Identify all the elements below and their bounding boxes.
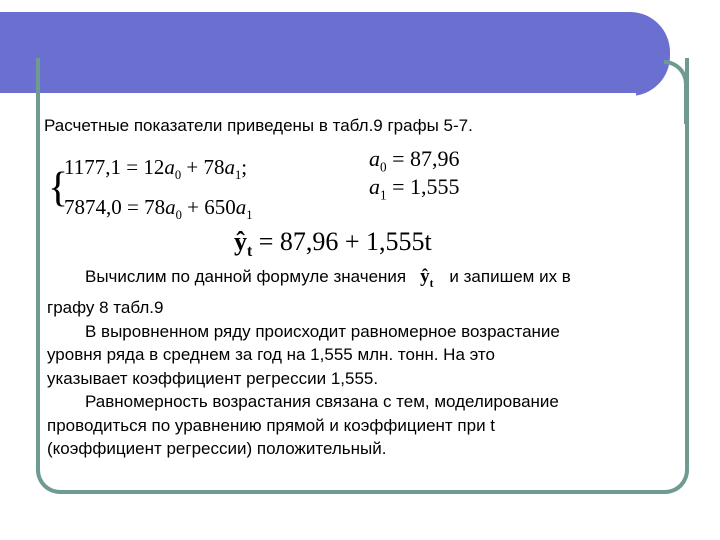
coefficient-a1: $a_1 = 1,555$ (369, 174, 460, 203)
regression-equation: $ŷ_t = 87,96 + 1,555t$ (234, 227, 432, 261)
system-brace: { (48, 165, 69, 211)
equation-1: $1177,1 = 12a_0 + 78a_1$; (64, 155, 248, 183)
coefficient-a0-value: = 87,96 (392, 146, 460, 171)
intro-text: Расчетные показатели приведены в табл.9 графы 5-7. (44, 116, 473, 135)
yhat-symbol: $ŷ_t$ (420, 266, 434, 290)
body-text (47, 265, 667, 461)
paragraph-2-continuation: уровня ряда в среднем за год на 1,555 млн. тонн. На это (47, 345, 495, 365)
equation-system (48, 155, 328, 235)
regression-rhs: = 87,96 + 1,555t (258, 227, 432, 256)
slide-content (44, 115, 669, 459)
equation-2: $7874,0 = 78a_0 + 650a_1$ (64, 195, 253, 223)
paragraph-3: Равномерность возрастания связана с тем, моделирование (85, 392, 559, 412)
paragraph-1-start: Вычислим по данной формуле значения (85, 267, 407, 286)
paragraph-2-continuation-2: указывает коэффициент регрессии 1,555. (47, 368, 379, 388)
paragraph-3-continuation-2: (коэффициент регрессии) положительный. (47, 439, 387, 459)
coefficient-a1-value: = 1,555 (392, 174, 460, 199)
paragraph-1-continuation: графу 8 табл.9 (47, 298, 164, 318)
paragraph-3-continuation: проводиться по уравнению прямой и коэффициент при t (47, 415, 496, 435)
paragraph-1 (47, 265, 667, 296)
coefficient-values (369, 145, 460, 201)
paragraph-2: В выровненном ряду происходит равномерное возрастание (85, 321, 560, 341)
coefficient-a0: $a_0 = 87,96$ (369, 146, 460, 175)
paragraph-1-end: и запишем их в (449, 267, 571, 286)
